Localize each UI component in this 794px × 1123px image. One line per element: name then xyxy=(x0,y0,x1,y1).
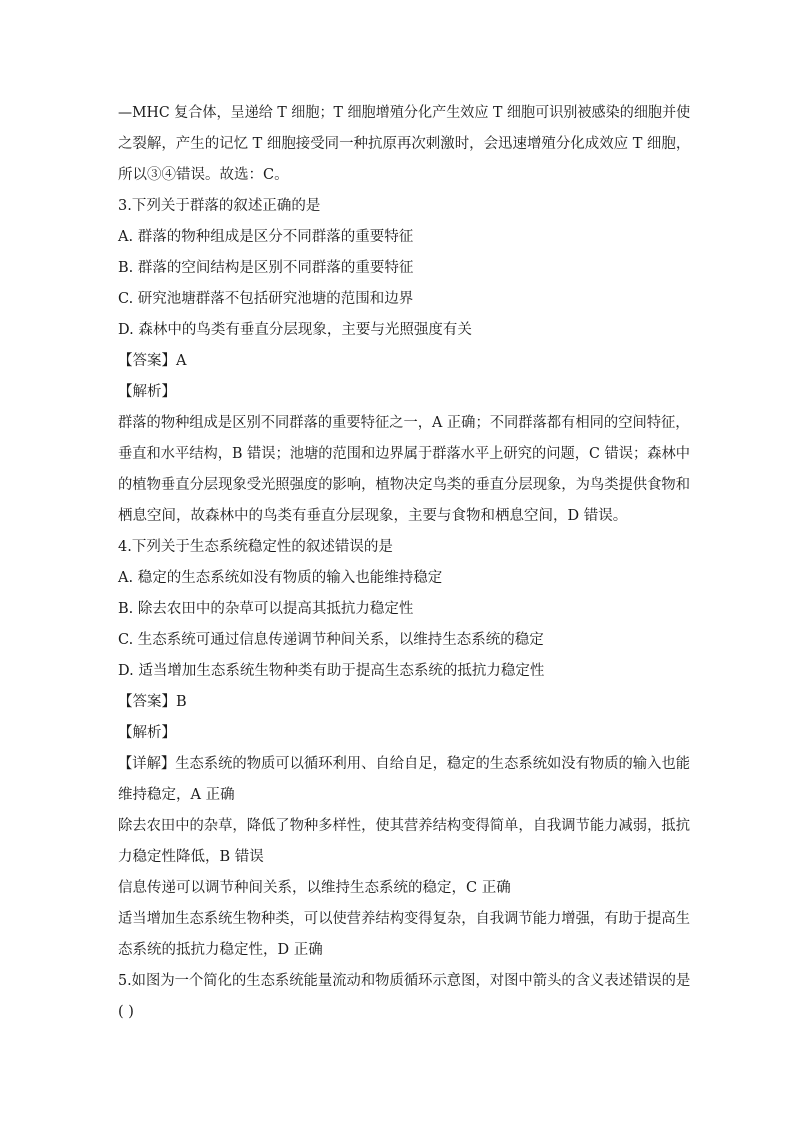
text-line: 力稳定性降低，B 错误 xyxy=(118,849,264,865)
question-4-option-b: B. 除去农田中的杂草可以提高其抵抗力稳定性 xyxy=(118,601,414,617)
text-line: 信息传递可以调节种间关系，以维持生态系统的稳定，C 正确 xyxy=(118,880,511,896)
question-3-option-c: C. 研究池塘群落不包括研究池塘的范围和边界 xyxy=(118,291,414,307)
text-line: 除去农田中的杂草，降低了物种多样性，使其营养结构变得简单，自我调节能力减弱，抵抗 xyxy=(118,818,690,834)
question-4-option-d: D. 适当增加生态系统生物种类有助于提高生态系统的抵抗力稳定性 xyxy=(118,663,545,679)
question-4-analysis-heading: 【解析】 xyxy=(118,725,176,741)
text-line: —MHC 复合体，呈递给 T 细胞；T 细胞增殖分化产生效应 T 细胞可识别被感染的细胞并使 xyxy=(118,105,691,121)
text-line: 【详解】生态系统的物质可以循环利用、自给自足，稳定的生态系统如没有物质的输入也能 xyxy=(118,756,690,772)
text-line: 适当增加生态系统生物种类，可以使营养结构变得复杂，自我调节能力增强，有助于提高生 xyxy=(118,911,690,927)
question-3-analysis-heading: 【解析】 xyxy=(118,384,176,400)
question-3-option-d: D. 森林中的鸟类有垂直分层现象，主要与光照强度有关 xyxy=(118,322,472,338)
question-4-answer: 【答案】B xyxy=(118,694,187,710)
text-line: 态系统的抵抗力稳定性，D 正确 xyxy=(118,942,323,958)
question-4-stem: 4.下列关于生态系统稳定性的叙述错误的是 xyxy=(118,539,393,555)
question-3-option-b: B. 群落的空间结构是区别不同群落的重要特征 xyxy=(118,260,414,276)
text-line: 维持稳定，A 正确 xyxy=(118,787,235,803)
text-line: 群落的物种组成是区别不同群落的重要特征之一，A 正确；不同群落都有相同的空间特征， xyxy=(118,415,690,431)
question-3-answer: 【答案】A xyxy=(118,353,187,369)
question-4-option-a: A. 稳定的生态系统如没有物质的输入也能维持稳定 xyxy=(118,570,443,586)
question-4-option-c: C. 生态系统可通过信息传递调节种间关系，以维持生态系统的稳定 xyxy=(118,632,544,648)
question-3-option-a: A. 群落的物种组成是区分不同群落的重要特征 xyxy=(118,229,414,245)
text-line: 所以③④错误。故选：C。 xyxy=(118,167,289,183)
text-line: 栖息空间，故森林中的鸟类有垂直分层现象，主要与食物和栖息空间，D 错误。 xyxy=(118,508,628,524)
question-5-stem: 5.如图为一个简化的生态系统能量流动和物质循环示意图，对图中箭头的含义表述错误的是 xyxy=(118,973,691,989)
text-line: 的植物垂直分层现象受光照强度的影响，植物决定鸟类的垂直分层现象，为鸟类提供食物和 xyxy=(118,477,690,493)
question-5-blank: ( ) xyxy=(118,1004,134,1020)
text-line: 之裂解，产生的记忆 T 细胞接受同一种抗原再次刺激时，会迅速增殖分化成效应 T 细胞， xyxy=(118,136,691,152)
question-3-stem: 3.下列关于群落的叙述正确的是 xyxy=(118,198,321,214)
text-line: 垂直和水平结构，B 错误；池塘的范围和边界属于群落水平上研究的问题，C 错误；森林中 xyxy=(118,446,690,462)
